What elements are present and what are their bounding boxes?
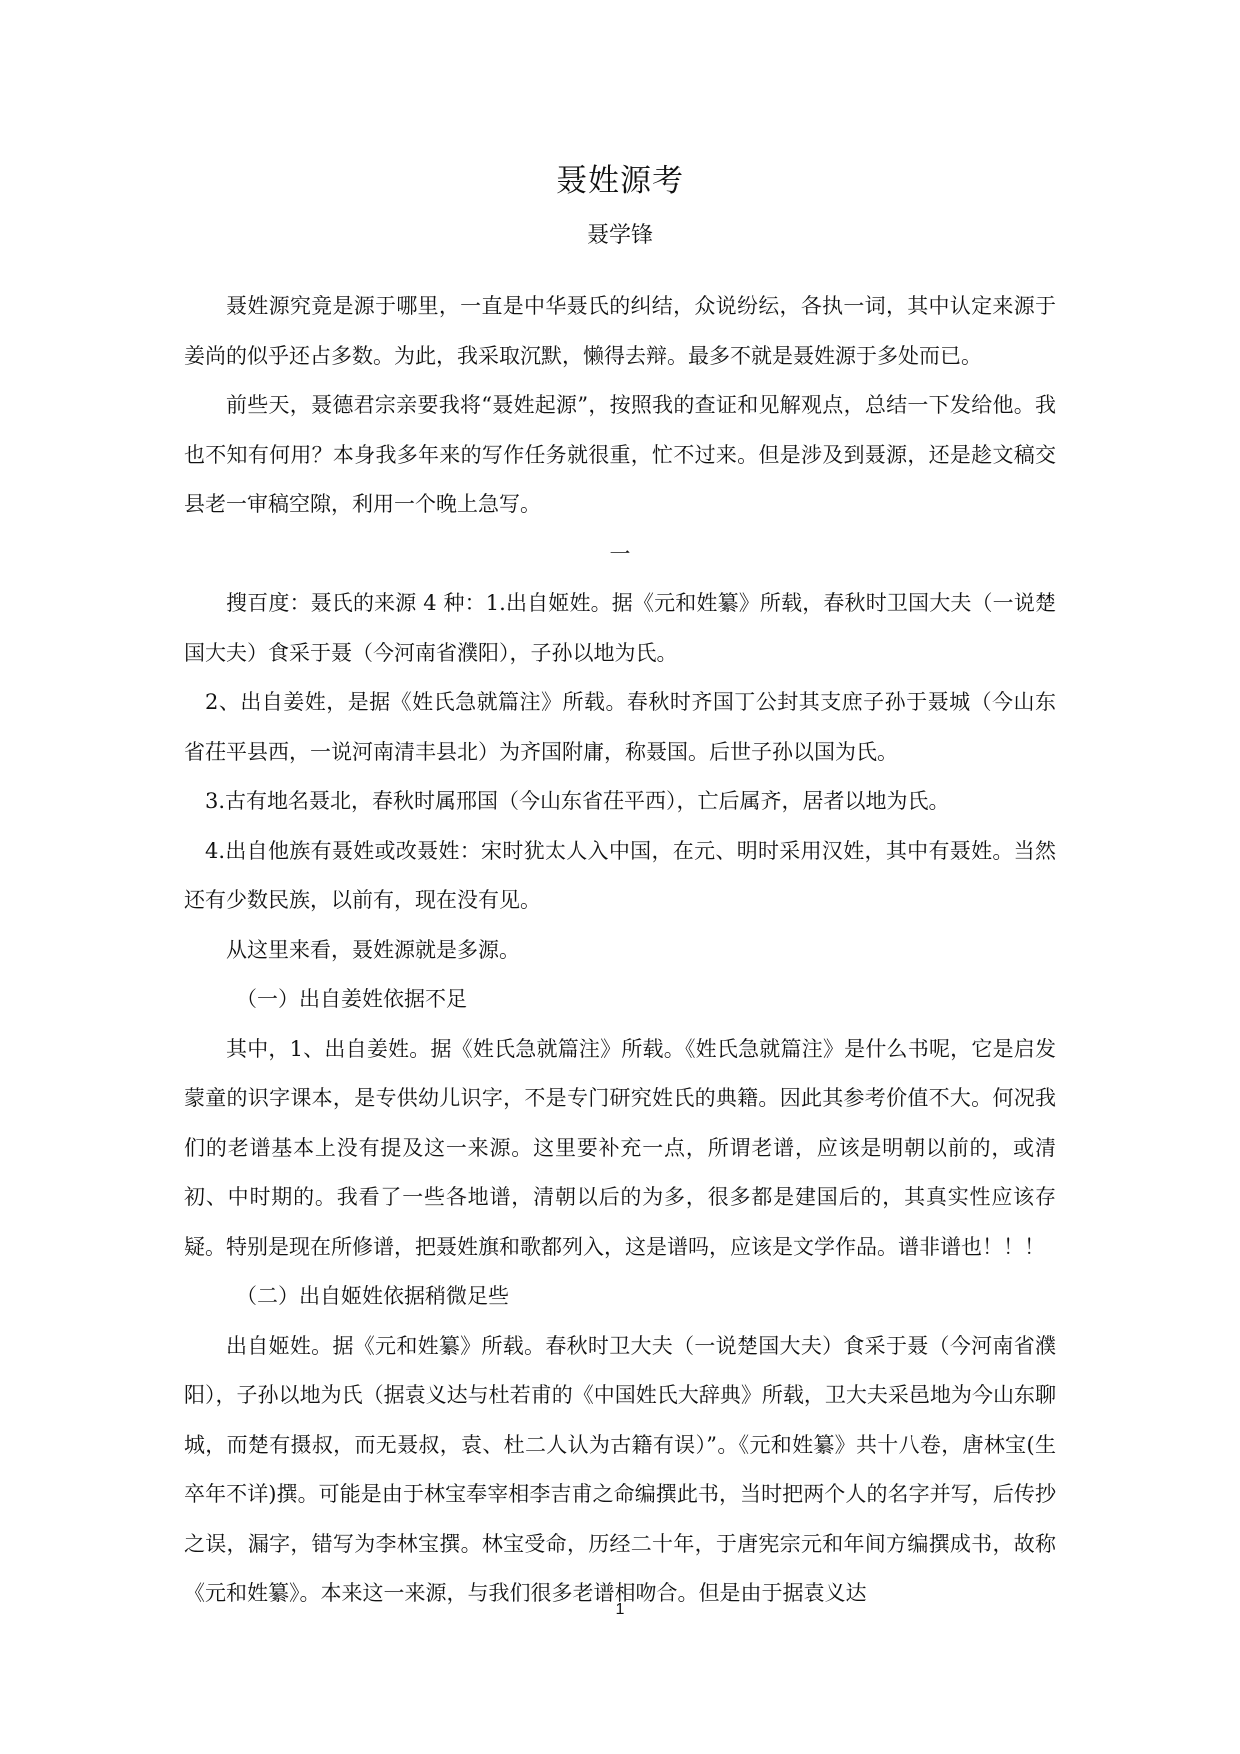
paragraph-source-4: 4.出自他族有聂姓或改聂姓：宋时犹太人入中国，在元、明时采用汉姓，其中有聂姓。当然还有少数民族，以前有，现在没有见。	[184, 838, 1056, 912]
document-author: 聂学锋	[586, 223, 653, 248]
page-number: 1	[615, 1601, 625, 1618]
subheading-jiang: （一）出自姜姓依据不足	[236, 987, 467, 1011]
paragraph-source-3: 3.古有地名聂北，春秋时属邢国（今山东省茌平西），亡后属齐，居者以地为氏。	[205, 789, 950, 813]
paragraph-ji-detail: 出自姬姓。据《元和姓纂》所载。春秋时卫大夫（一说楚国大夫）食采于聂（今河南省濮阳），子孙以地为氏（据袁义达与杜若甫的《中国姓氏大辞典》所载，卫大夫采邑地为今山东聊城，而楚有摄叔，而无聂叔，袁、杜二人认为古籍有误）”。《元和姓纂》共十八卷，唐林宝(生卒年不详)撰。可能是由于林宝奉宰相李吉甫之命编撰此书，当时把两个人的名字并写，后传抄之误，漏字，错写为李林宝撰。林宝受命，历经二十年，于唐宪宗元和年间方编撰成书，故称《元和姓纂》。本来这一来源，与我们很多老谱相吻合。但是由于据袁义达	[184, 1333, 1056, 1605]
paragraph-baidu-sources: 搜百度：聂氏的来源 4 种：1.出自姬姓。据《元和姓纂》所载，春秋时卫国大夫（一说楚国大夫）食采于聂（今河南省濮阳），子孙以地为氏。	[184, 591, 1056, 665]
subheading-ji: （二）出自姬姓依据稍微足些	[236, 1284, 509, 1308]
section-number: 一	[609, 541, 631, 566]
paragraph-summary: 从这里来看，聂姓源就是多源。	[226, 937, 520, 962]
paragraph-request: 前些天，聂德君宗亲要我将“聂姓起源”，按照我的查证和见解观点，总结一下发给他。我也不知有何用？本身我多年来的写作任务就很重，忙不过来。但是涉及到聂源，还是趁文稿交县老一审稿空隙，利用一个晚上急写。	[184, 393, 1056, 516]
document-body	[184, 282, 1056, 1619]
paragraph-source-2: 2、出自姜姓，是据《姓氏急就篇注》所载。春秋时齐国丁公封其支庶子孙于聂城（今山东省茌平县西，一说河南清丰县北）为齐国附庸，称聂国。后世子孙以国为氏。	[184, 690, 1056, 764]
paragraph-intro: 聂姓源究竟是源于哪里，一直是中华聂氏的纠结，众说纷纭，各执一词，其中认定来源于姜尚的似乎还占多数。为此，我采取沉默，懒得去辩。最多不就是聂姓源于多处而已。	[184, 294, 1056, 368]
document-title: 聂姓源考	[556, 163, 684, 199]
paragraph-jiang-detail: 其中，1、出自姜姓。据《姓氏急就篇注》所载。《姓氏急就篇注》是什么书呢，它是启发蒙童的识字课本，是专供幼儿识字，不是专门研究姓氏的典籍。因此其参考价值不大。何况我们的老谱基本上没有提及这一来源。这里要补充一点，所谓老谱，应该是明朝以前的，或清初、中时期的。我看了一些各地谱，清朝以后的为多，很多都是建国后的，其真实性应该存疑。特别是现在所修谱，把聂姓旗和歌都列入，这是谱吗，应该是文学作品。谱非谱也！！！	[184, 1036, 1056, 1259]
